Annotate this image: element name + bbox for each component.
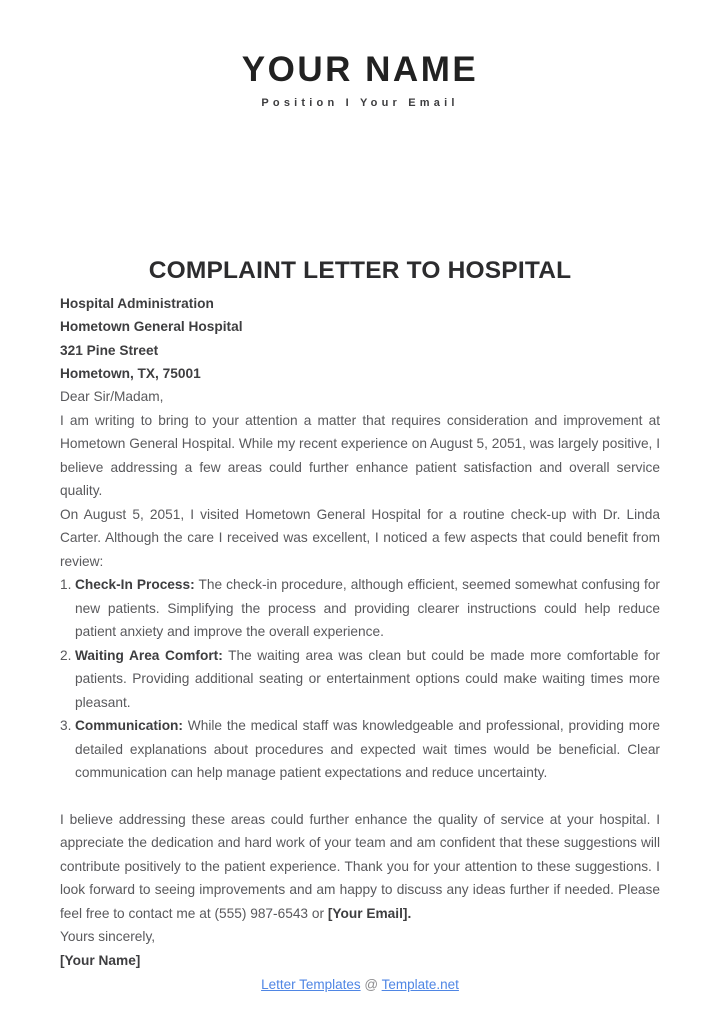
list-item-label: Waiting Area Comfort: [75, 647, 223, 663]
list-item-body [75, 714, 660, 785]
list-item-number: 1. [60, 577, 72, 593]
list-item-text: The check-in procedure, although efficient, seemed somewhat confusing for new patients. Simplifying the process and providing clearer instructions could help reduce patient anxiety and improve the overall experience. [75, 577, 660, 640]
footer-separator: @ [364, 977, 379, 993]
letter-content [60, 257, 660, 972]
paragraph: On August 5, 2051, I visited Hometown General Hospital for a routine check-up with Dr. Linda Carter. Although the care I received was excellent, I noticed a few aspects that could benefit from review: [60, 506, 660, 569]
recipient-line: Hospital Administration [60, 296, 214, 311]
list-item [60, 573, 660, 644]
signature-placeholder: [Your Name] [60, 952, 141, 968]
list-item-text: The waiting area was clean but could be made more comfortable for patients. Providing additional seating or entertainment options could make waiting times more pleasant. [75, 647, 660, 710]
recipient-line: Hometown General Hospital [60, 319, 243, 335]
footer [0, 977, 720, 992]
recipient-line: 321 Pine Street [60, 342, 159, 358]
paragraph: I am writing to bring to your attention a matter that requires consideration and improvement at Hometown General Hospital. While my recent experience on August 5, 2051, was largely positive, I believe addressing a few areas could further enhance patient satisfaction and overall service quality. [60, 412, 660, 499]
page-title: COMPLAINT LETTER TO HOSPITAL [148, 257, 572, 284]
letterhead-subtitle: Position I Your Email [261, 97, 459, 109]
list-item-body [75, 573, 660, 644]
list-item [60, 714, 660, 785]
list-item-number: 2. [60, 647, 72, 663]
signoff: Yours sincerely, [60, 929, 156, 945]
list-item-label: Check-In Process: [75, 577, 195, 593]
recipient-line: Hometown, TX, 75001 [60, 365, 201, 381]
salutation: Dear Sir/Madam, [60, 389, 164, 405]
list-item-number: 3. [60, 718, 72, 734]
list-item [60, 644, 660, 715]
email-placeholder: [Your Email] [327, 905, 408, 921]
letterhead [0, 0, 720, 109]
list-item-label: Communication: [75, 718, 183, 734]
list-item-text: While the medical staff was knowledgeable and professional, providing more detailed explanations about procedures and expected wait times would be beneficial. Clear communication can help manage patient expectations and reduce uncertainty. [75, 718, 660, 781]
template-net-link[interactable]: Template.net [381, 977, 459, 993]
closing-text: I believe addressing these areas could further enhance the quality of service at your hospital. I appreciate the dedication and hard work of your team and am confident that these suggestions will contribute positively to the patient experience. Thank you for your attention to these suggestions. I look forward to seeing improvements and am happy to discuss any ideas further if needed. Please feel free to contact me at (555) 987-6543 or [60, 811, 660, 921]
letterhead-name: YOUR NAME [241, 50, 479, 89]
list-item-body [75, 644, 660, 715]
recipient-address-block [60, 292, 660, 385]
closing-paragraph [60, 808, 660, 926]
closing-period: . [407, 905, 412, 921]
letter-templates-link[interactable]: Letter Templates [261, 977, 361, 993]
